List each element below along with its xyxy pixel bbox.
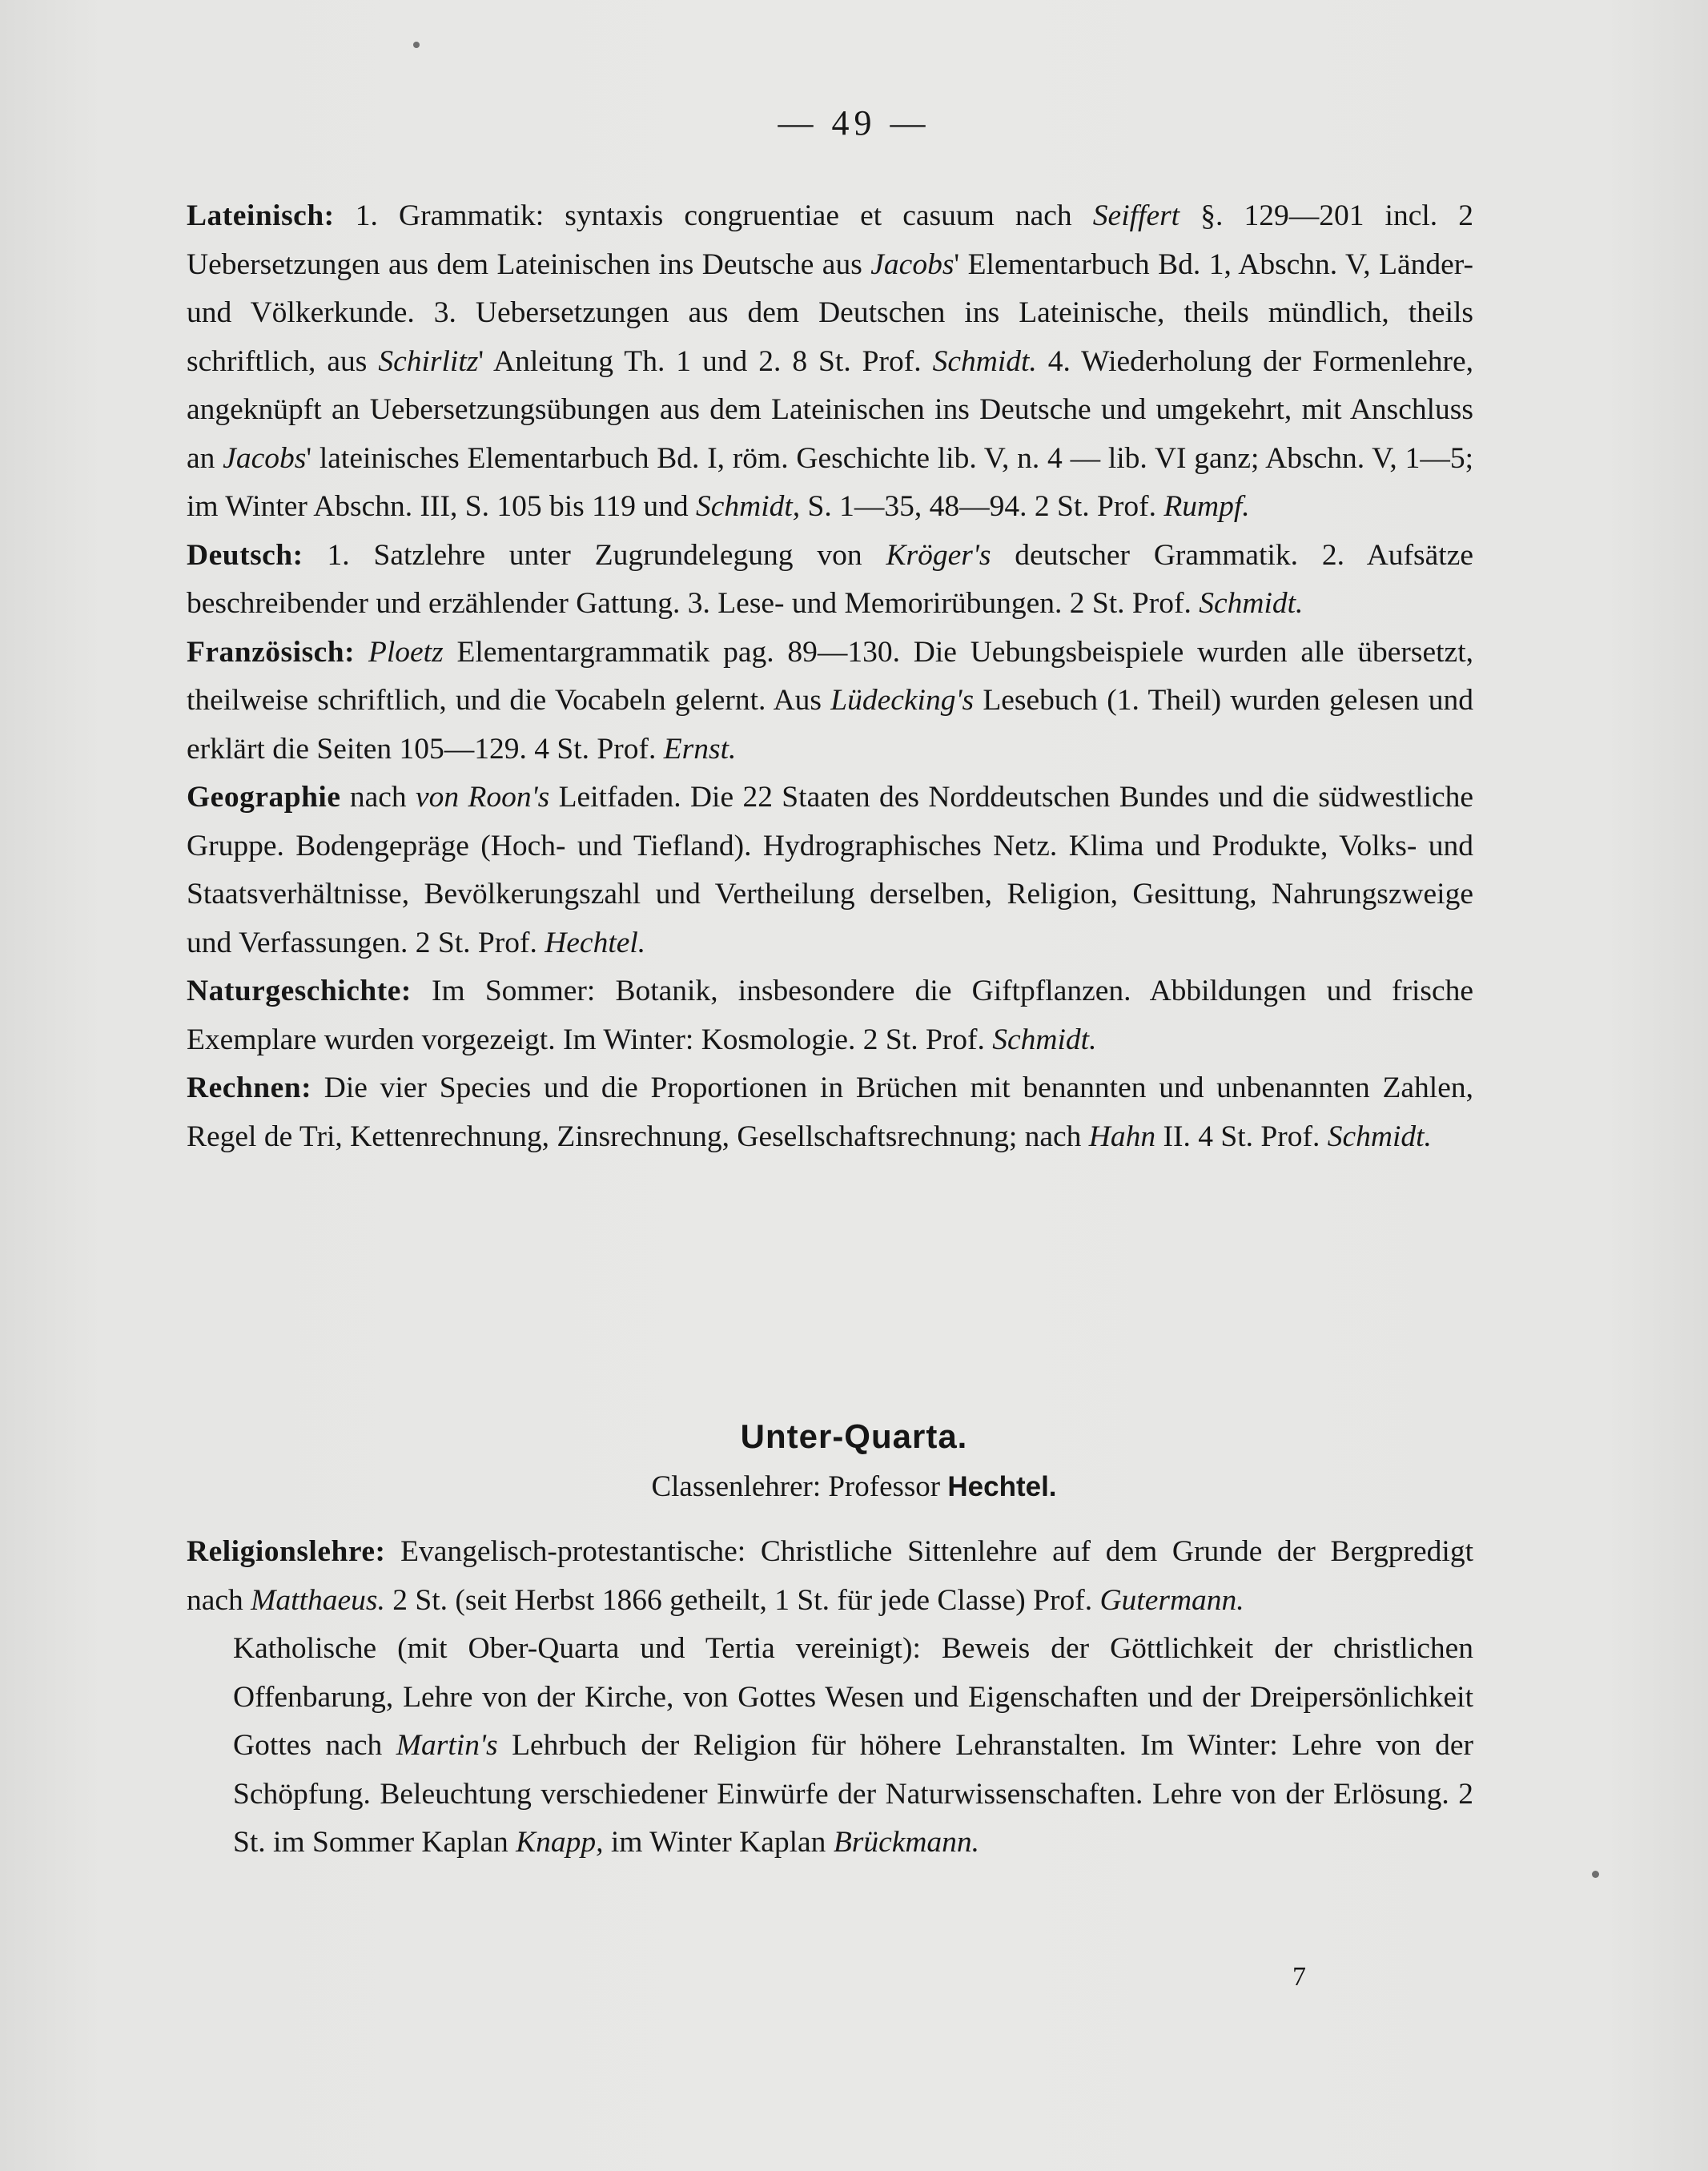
- subject-entry: [102, 629, 1473, 774]
- text-run: im Winter Kaplan: [603, 1826, 834, 1859]
- cited-name: Gutermann.: [1099, 1583, 1244, 1617]
- cited-name: Jacobs: [870, 247, 954, 281]
- cited-name: von Roon's: [415, 781, 550, 814]
- cited-name: Knapp,: [516, 1826, 604, 1859]
- text-run: Leitfaden. Die 22 Staaten des Norddeutschen Bundes und die südwestliche Gruppe. Bodengepräge (Hoch- und Tiefland). Hydrographisches Netz. Klima und Produkte, Volks- und Staatsverhältnisse, Bevölkerungszahl und Vertheilung derselben, Religion, Gesittung, Nahrungszweige und Verfassungen. 2 St. Prof.: [187, 781, 1473, 959]
- entry-paragraph: [187, 1528, 1473, 1625]
- cited-name: Lüdecking's: [830, 684, 975, 717]
- subject-label: Rechnen:: [187, 1071, 312, 1104]
- subject-label: Lateinisch:: [187, 199, 335, 232]
- text-run: Im Sommer: Botanik, insbesondere die Giftpflanzen. Abbildungen und frische Exemplare wurden vorgezeigt. Im Winter: Kosmologie. 2 St. Prof.: [187, 975, 1473, 1056]
- cited-name: Schmidt.: [932, 344, 1037, 378]
- cited-name: Rumpf.: [1163, 490, 1250, 523]
- subject-label: Französisch:: [187, 635, 356, 669]
- subject-entry: [102, 774, 1473, 967]
- entry-paragraph: [187, 629, 1473, 774]
- subject-entry: [102, 1064, 1473, 1161]
- text-run: Elementargrammatik pag. 89—130. Die Uebungsbeispiele wurden alle übersetzt, theilweise schriftlich, und die Vocabeln gelernt. Aus: [187, 635, 1473, 717]
- cited-name: Jacobs: [223, 441, 307, 475]
- text-run: Katholische (mit Ober-Quarta und Tertia vereinigt): Beweis der Göttlichkeit der christlichen Offenbarung, Lehre von der Kirche, von Gottes Wesen und Eigenschaften und der Dreipersönlichkeit Gottes nach: [233, 1632, 1473, 1762]
- section-heading: Unter-Quarta.: [740, 1417, 968, 1455]
- subject-label: Geographie: [187, 781, 341, 814]
- subject-entry: [102, 1528, 1473, 1867]
- subject-label: Religionslehre:: [187, 1535, 386, 1568]
- cited-name: Martin's: [396, 1729, 498, 1762]
- text-run: [355, 636, 368, 669]
- subject-label: Deutsch:: [187, 538, 303, 572]
- cited-name: Schmidt.: [992, 1023, 1097, 1056]
- text-run: 2 St. (seit Herbst 1866 getheilt, 1 St. für jede Classe) Prof.: [384, 1583, 1100, 1617]
- text-run: Die vier Species und die Proportionen in Brüchen mit benannten und unbenannten Zahlen, Regel de Tri, Kettenrechnung, Zinsrechnung, Gesellschaftsrechnung; nach: [187, 1071, 1473, 1153]
- entry-paragraph: [187, 1064, 1473, 1161]
- cited-name: Brückmann.: [833, 1826, 980, 1859]
- text-run: deutscher Grammatik. 2. Aufsätze beschreibender und erzählender Gattung. 3. Lese- und Memorirübungen. 2 St. Prof.: [187, 538, 1473, 620]
- cited-name: Ernst.: [663, 732, 737, 766]
- entry-paragraph: [187, 967, 1473, 1064]
- text-run: II. 4 St. Prof.: [1155, 1120, 1328, 1153]
- scan-speck: [1592, 1871, 1599, 1878]
- text-run: 1. Satzlehre unter Zugrundelegung von: [303, 538, 886, 572]
- cited-name: Schmidt.: [1327, 1120, 1432, 1153]
- entry-paragraph: [187, 1625, 1473, 1867]
- cited-name: Schmidt.: [1199, 587, 1304, 620]
- cited-name: Hahn: [1088, 1120, 1156, 1153]
- cited-name: Hechtel.: [545, 926, 646, 959]
- text-run: ' lateinisches Elementarbuch Bd. I, röm. Geschichte lib. V, n. 4 — lib. VI ganz; Abschn. V, 1—5; im Winter Abschn. III, S. 105 bis 119 und: [187, 441, 1473, 523]
- class-teacher-name: Hechtel.: [947, 1471, 1057, 1502]
- text-run: Lesebuch (1. Theil) wurden gelesen und erklärt die Seiten 105—129. 4 St. Prof.: [187, 684, 1473, 766]
- entry-paragraph: [187, 532, 1473, 629]
- subject-entry: [102, 967, 1473, 1064]
- text-run: S. 1—35, 48—94. 2 St. Prof.: [800, 490, 1164, 523]
- upper-text-block: [102, 192, 1473, 1161]
- subheading-prefix: Classenlehrer: Professor: [651, 1470, 948, 1503]
- cited-name: Kröger's: [886, 538, 991, 572]
- entry-paragraph: [187, 774, 1473, 967]
- printer-signature: 7: [1292, 1962, 1306, 1992]
- text-run: Evangelisch-protestantische: Christliche Sittenlehre auf dem Grunde der Bergpredigt nach: [187, 1535, 1473, 1617]
- text-run: 4. Wiederholung der Formenlehre, angeknüpft an Uebersetzungsübungen aus dem Lateinischen ins Deutsche und umgekehrt, mit Anschluss an: [187, 344, 1473, 475]
- subject-entry: [102, 532, 1473, 629]
- entry-paragraph: [187, 192, 1473, 532]
- text-run: §. 129—201 incl. 2 Uebersetzungen aus dem Lateinischen ins Deutsche aus: [187, 199, 1473, 281]
- text-run: ' Elementarbuch Bd. 1, Abschn. V, Länder- und Völkerkunde. 3. Uebersetzungen aus dem Deutschen ins Lateinische, theils mündlich, theils schriftlich, aus: [187, 247, 1473, 378]
- cited-name: Schmidt,: [695, 490, 801, 523]
- lower-text-block: [102, 1528, 1473, 1867]
- text-run: Lehrbuch der Religion für höhere Lehranstalten. Im Winter: Lehre von der Schöpfung. Beleuchtung verschiedener Einwürfe der Naturwissenschaften. Lehre von der Erlösung. 2 St. im Sommer Kaplan: [233, 1729, 1473, 1859]
- subject-entry: [102, 192, 1473, 532]
- section-subheading: [0, 1469, 1708, 1504]
- text-run: 1. Grammatik: syntaxis congruentiae et casuum nach: [334, 199, 1093, 232]
- page-number: — 49 —: [778, 103, 930, 143]
- text-run: nach: [340, 781, 416, 814]
- cited-name: Ploetz: [368, 635, 444, 669]
- scan-speck: [413, 42, 420, 48]
- cited-name: Seiffert: [1092, 199, 1180, 232]
- cited-name: Schirlitz: [378, 344, 479, 378]
- text-run: ' Anleitung Th. 1 und 2. 8 St. Prof.: [478, 344, 933, 378]
- subject-label: Naturgeschichte:: [187, 975, 412, 1007]
- cited-name: Matthaeus.: [251, 1583, 385, 1617]
